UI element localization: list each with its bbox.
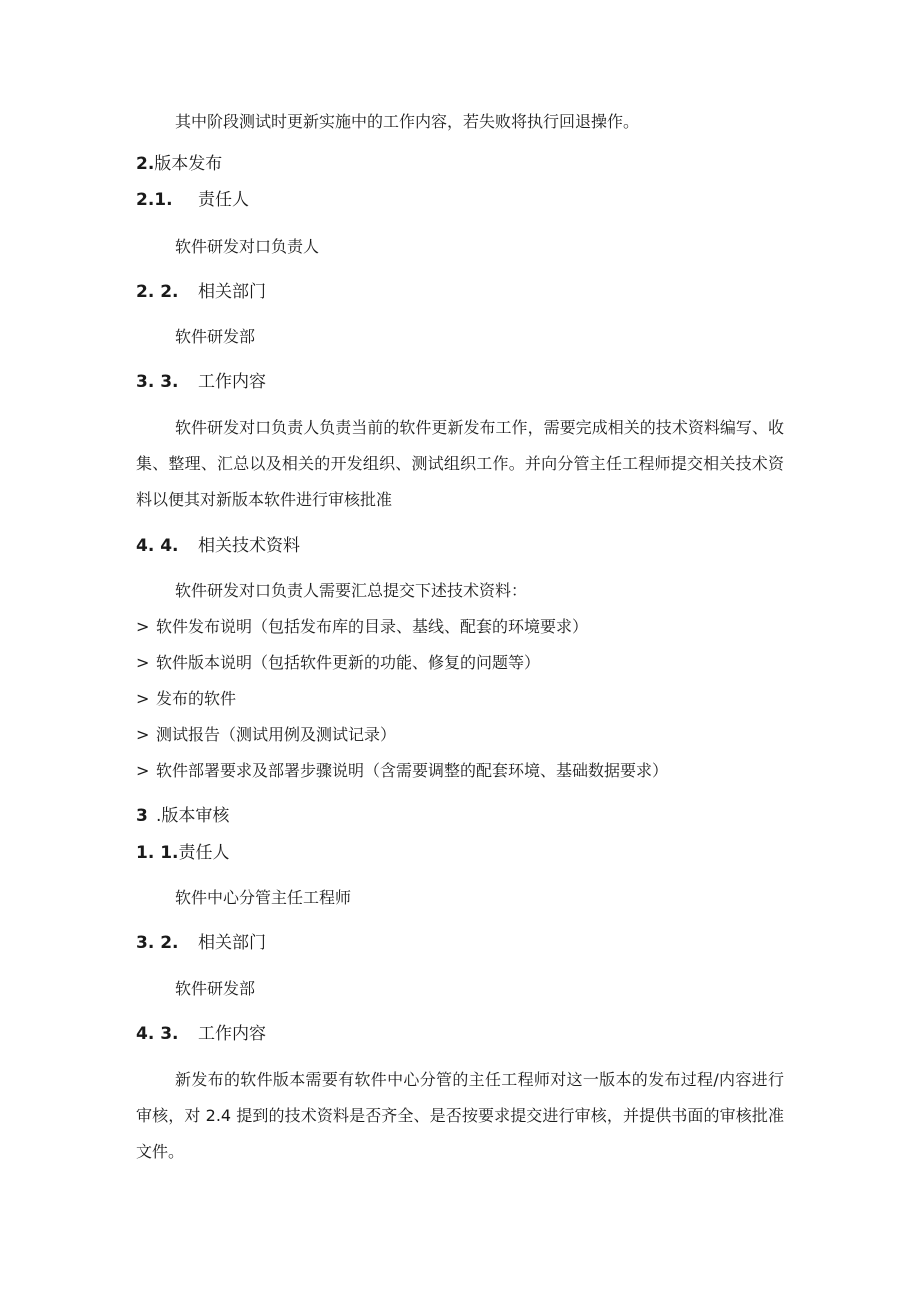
section-number: 2. [136,154,155,174]
section-number: 3 [136,806,148,826]
list-item-text: 发布的软件 [156,689,237,708]
subsection-title: 相关部门 [198,282,266,302]
subsection-2-1-heading [136,190,249,210]
subsection-number: 2.1. [136,190,173,210]
subsection-content: 软件研发对口负责人 [175,237,320,256]
subsection-number: 2. 2. [136,282,179,302]
subsection-number: 3. 2. [136,933,179,953]
subsection-3-2-heading [136,933,266,953]
subsection-paragraph: 软件研发对口负责人负责当前的软件更新发布工作，需要完成相关的技术资料编写、收集、整理、汇总以及相关的开发组织、测试组织工作。并向分管主任工程师提交相关技术资料以便其对新版本软件进行审核批准 [136,418,784,509]
list-item [136,689,236,709]
list-item-text: 软件部署要求及部署步骤说明（含需要调整的配套环境、基础数据要求） [156,761,669,780]
subsection-title: 工作内容 [198,372,266,392]
subsection-number: 3. 3. [136,372,179,392]
bullet-mark: > [136,725,150,744]
section-title: .版本审核 [156,806,230,826]
list-item-text: 测试报告（测试用例及测试记录） [156,725,397,744]
list-item-text: 软件发布说明（包括发布库的目录、基线、配套的环境要求） [156,617,589,636]
list-item [136,761,668,781]
subsection-number: 4. 4. [136,536,179,556]
subsection-2-4-heading [136,536,300,556]
list-lead: 软件研发对口负责人需要汇总提交下述技术资料： [175,581,528,600]
subsection-title: 相关部门 [198,933,266,953]
subsection-title: 相关技术资料 [198,536,300,556]
subsection-number: 1. 1. [136,843,179,863]
section-2-heading [136,154,222,174]
subsection-title: 责任人 [198,190,249,210]
bullet-mark: > [136,761,150,780]
subsection-2-2-heading [136,282,266,302]
subsection-2-3-heading [136,372,266,392]
list-item-text: 软件版本说明（包括软件更新的功能、修复的问题等） [156,653,541,672]
subsection-paragraph: 新发布的软件版本需要有软件中心分管的主任工程师对这一版本的发布过程/内容进行审核，对 2.4 提到的技术资料是否齐全、是否按要求提交进行审核，并提供书面的审核批准文件。 [136,1070,784,1161]
subsection-title: 工作内容 [198,1024,266,1044]
subsection-number: 4. 3. [136,1024,179,1044]
subsection-content: 软件研发部 [175,327,256,346]
bullet-mark: > [136,653,150,672]
section-title: 版本发布 [154,154,223,174]
intro-paragraph: 其中阶段测试时更新实施中的工作内容，若失败将执行回退操作。 [175,112,640,131]
bullet-mark: > [136,617,150,636]
bullet-mark: > [136,689,150,708]
subsection-title: 责任人 [178,843,230,863]
list-item [136,725,396,745]
subsection-content: 软件研发部 [175,979,256,998]
list-item [136,617,588,637]
subsection-3-1-heading [136,843,230,863]
section-3-heading [136,806,229,826]
subsection-content: 软件中心分管主任工程师 [175,888,352,907]
list-item [136,653,540,673]
subsection-3-3-heading [136,1024,266,1044]
